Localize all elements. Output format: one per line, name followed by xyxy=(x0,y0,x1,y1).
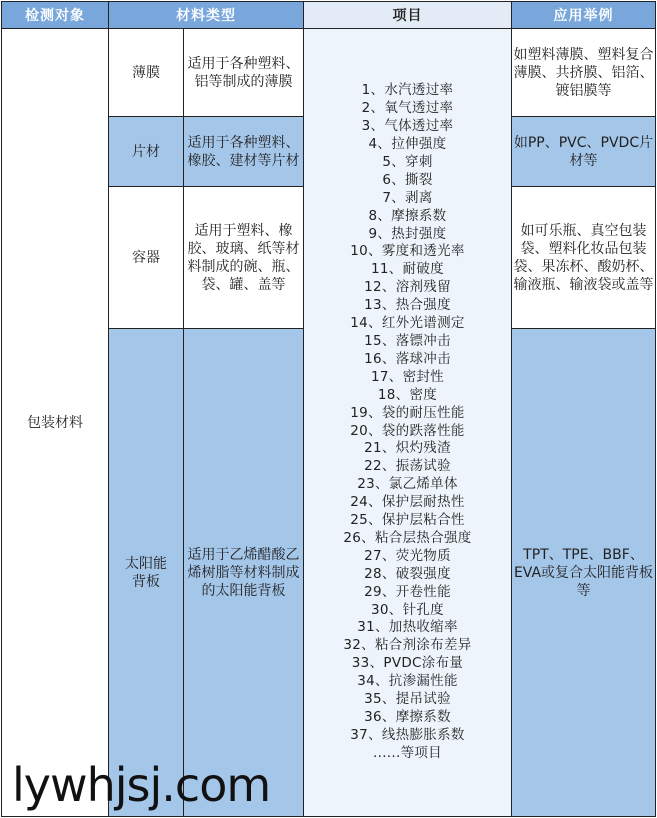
test-item: 9、热封强度 xyxy=(368,225,447,242)
test-items-list xyxy=(304,82,511,762)
test-item: 8、摩擦系数 xyxy=(368,207,447,224)
test-items-cell xyxy=(304,29,512,817)
test-item: 31、加热收缩率 xyxy=(357,619,458,636)
usage-cell: 如塑料薄膜、塑料复合薄膜、共挤膜、铝箔、镀铝膜等 xyxy=(512,29,656,117)
test-item: 13、热合强度 xyxy=(364,297,451,314)
table-wrapper xyxy=(1,1,656,817)
table-row xyxy=(2,29,656,117)
test-item: 10、雾度和透光率 xyxy=(350,243,465,260)
test-item: 32、粘合剂涂布差异 xyxy=(343,637,472,654)
usage-cell: 如PP、PVC、PVDC片材等 xyxy=(512,117,656,187)
header-usage: 应用举例 xyxy=(512,2,656,29)
test-item: 26、粘合层热合强度 xyxy=(343,529,472,546)
test-item: 2、氧气透过率 xyxy=(361,100,454,117)
material-type-cell: 容器 xyxy=(109,187,184,329)
test-item: 36、摩擦系数 xyxy=(364,709,451,725)
header-material-type: 材料类型 xyxy=(109,2,304,29)
usage-cell: 如可乐瓶、真空包装袋、塑料化妆品包装袋、果冻杯、酸奶杯、输液瓶、输液袋或盖等 xyxy=(512,187,656,329)
material-desc-cell: 适用于各种塑料、橡胶、建材等片材 xyxy=(184,117,304,187)
test-item: 24、保护层耐热性 xyxy=(350,494,465,511)
material-desc-cell: 适用于乙烯醋酸乙烯树脂等材料制成的太阳能背板 xyxy=(184,329,304,817)
test-item: 4、拉伸强度 xyxy=(368,136,447,152)
test-item: 25、保护层粘合性 xyxy=(350,512,465,529)
test-item: 17、密封性 xyxy=(371,368,444,385)
test-item: 15、落镖冲击 xyxy=(364,332,451,349)
header-row xyxy=(2,2,656,29)
test-item: ......等项目 xyxy=(373,744,442,761)
test-item: 6、撕裂 xyxy=(382,171,433,188)
test-item: 34、抗渗漏性能 xyxy=(357,673,458,690)
test-item: 28、破裂强度 xyxy=(364,565,451,582)
material-type-cell: 薄膜 xyxy=(109,29,184,117)
usage-cell: TPT、TPE、BBF、EVA或复合太阳能背板等 xyxy=(512,329,656,817)
test-item: 35、提吊试验 xyxy=(364,691,451,708)
test-item: 5、穿刺 xyxy=(382,153,433,170)
material-desc-cell: 适用于各种塑料、铝等制成的薄膜 xyxy=(184,29,304,117)
test-item: 16、落球冲击 xyxy=(364,350,451,367)
test-item: 1、水汽透过率 xyxy=(361,82,454,99)
test-item: 7、剥离 xyxy=(382,189,433,206)
test-item: 19、袋的耐压性能 xyxy=(350,404,465,421)
test-item: 18、密度 xyxy=(377,386,438,403)
test-item: 12、溶剂残留 xyxy=(364,279,451,296)
test-item: 22、振荡试验 xyxy=(364,458,451,475)
material-type-cell: 太阳能背板 xyxy=(109,329,184,817)
material-type-cell: 片材 xyxy=(109,117,184,187)
material-desc-cell: 适用于塑料、橡胶、玻璃、纸等材料制成的碗、瓶、袋、罐、盖等 xyxy=(184,187,304,329)
target-cell: 包装材料 xyxy=(2,29,109,817)
header-items: 项目 xyxy=(304,2,512,29)
test-item: 33、PVDC涂布量 xyxy=(351,655,464,672)
inspection-table xyxy=(1,1,656,817)
test-item: 23、氯乙烯单体 xyxy=(357,476,458,493)
test-item: 30、针孔度 xyxy=(371,601,444,618)
test-item: 27、荧光物质 xyxy=(364,547,451,564)
test-item: 21、炽灼残渣 xyxy=(364,440,451,457)
test-item: 29、开卷性能 xyxy=(364,583,451,600)
test-item: 14、红外光谱测定 xyxy=(350,315,465,332)
test-item: 11、耐破度 xyxy=(371,261,444,278)
header-target: 检测对象 xyxy=(2,2,109,29)
test-item: 20、袋的跌落性能 xyxy=(350,422,465,439)
test-item: 37、线热膨胀系数 xyxy=(350,726,465,743)
watermark-text: lywhjsj.com xyxy=(12,758,271,812)
test-item: 3、气体透过率 xyxy=(361,118,454,135)
